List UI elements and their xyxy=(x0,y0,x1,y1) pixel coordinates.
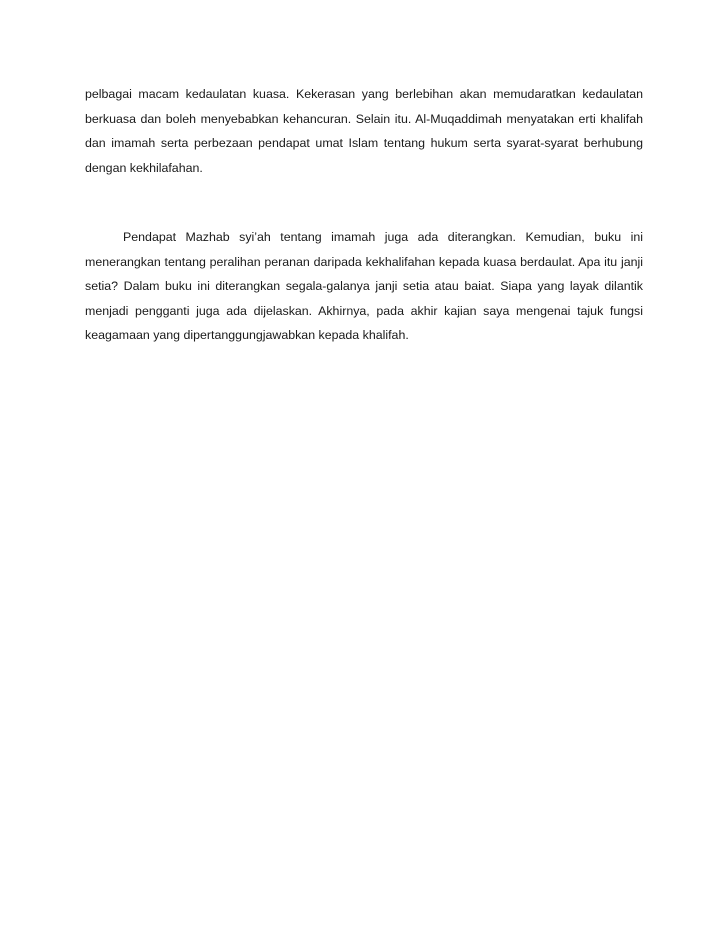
paragraph-2: Pendapat Mazhab syi’ah tentang imamah juga ada diterangkan. Kemudian, buku ini menerangkan tentang peralihan peranan daripada kekhalifahan kepada kuasa berdaulat. Apa itu janji setia? Dalam buku ini diterangkan segala-galanya janji setia atau baiat. Siapa yang layak dilantik menjadi pengganti juga ada dijelaskan. Akhirnya, pada akhir kajian saya mengenai tajuk fungsi keagamaan yang dipertanggungjawabkan kepada khalifah. xyxy=(85,230,643,343)
paragraph-1: pelbagai macam kedaulatan kuasa. Kekerasan yang berlebihan akan memudaratkan kedaulatan berkuasa dan boleh menyebabkan kehancuran. Selain itu. Al-Muqaddimah menyatakan erti khalifah dan imamah serta perbezaan pendapat umat Islam tentang hukum serta syarat-syarat berhubung dengan kekhilafahan. xyxy=(85,87,643,175)
